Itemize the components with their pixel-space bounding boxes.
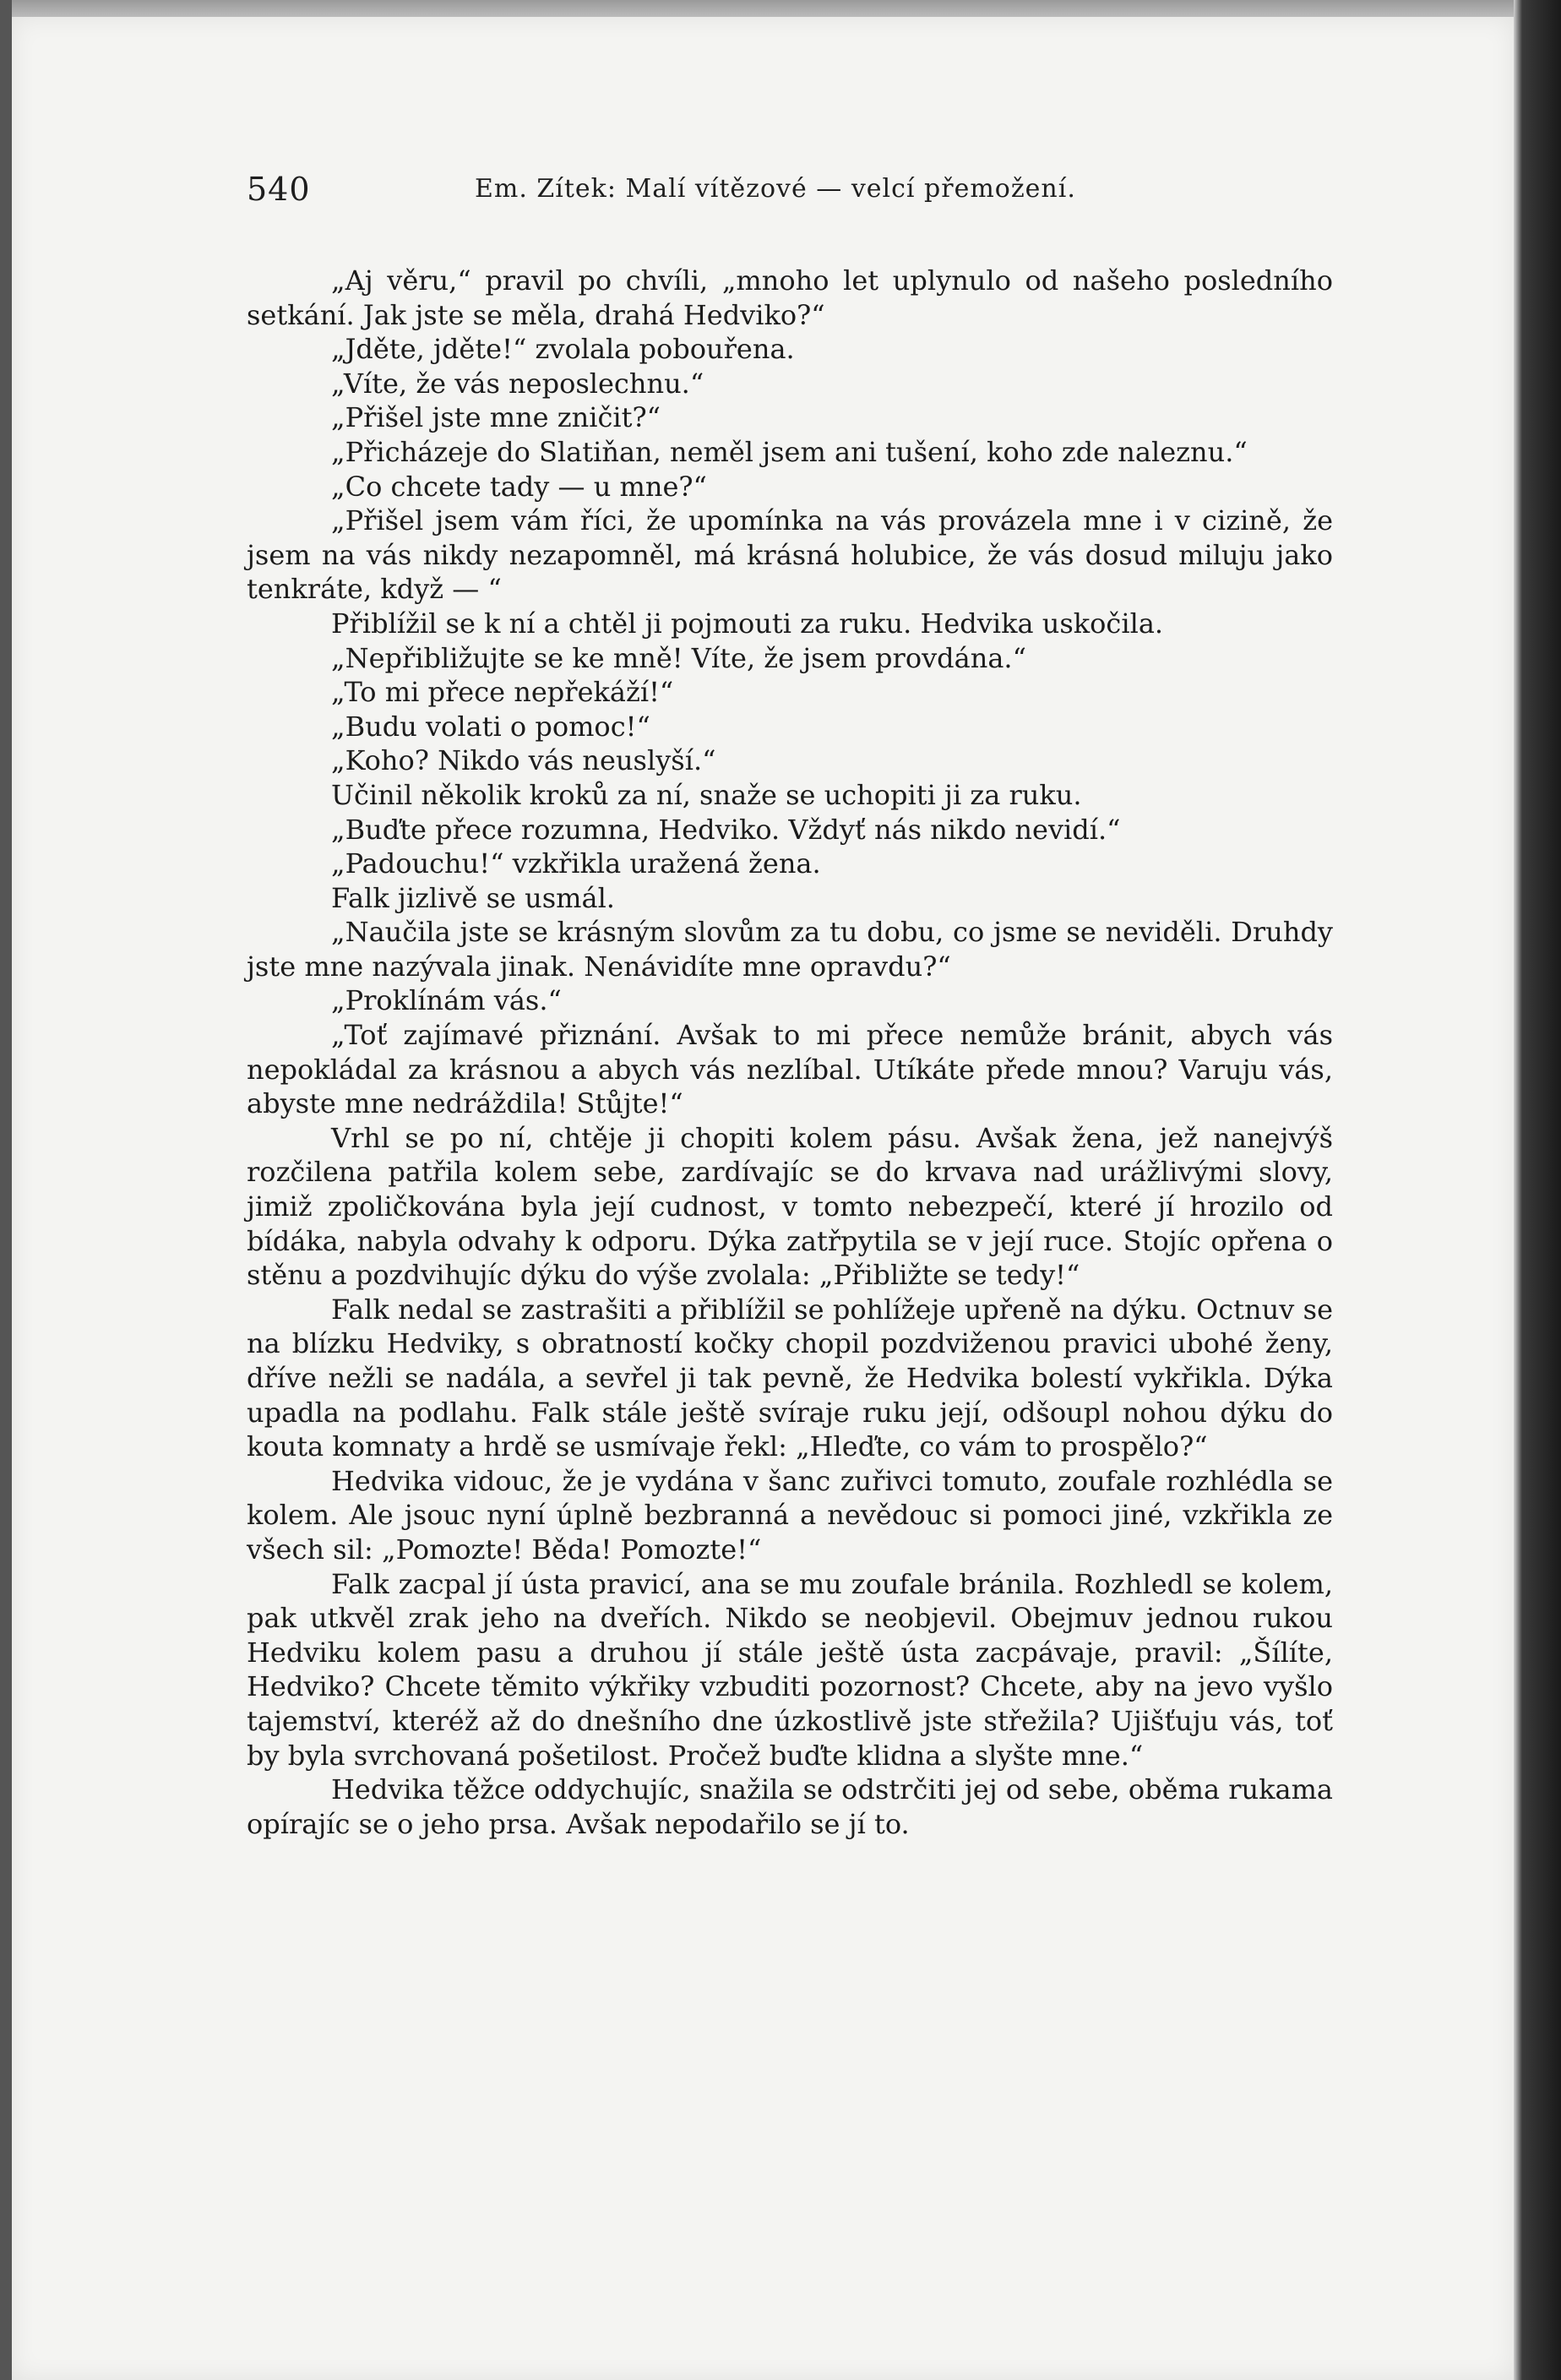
- scan-edge-right: [1514, 0, 1561, 2380]
- paragraph: „Přišel jste mne zničit?“: [331, 401, 661, 434]
- paragraph: Hedvika těžce oddychujíc, snažila se odstrčiti jej od sebe, oběma rukama opírajíc se o jeho prsa. Avšak nepodařilo se jí to.: [247, 1773, 1333, 1840]
- scan-edge-left: [0, 0, 12, 2380]
- page-number: 540: [247, 171, 311, 208]
- paragraph: Falk nedal se zastrašiti a přiblížil se pohlížeje upřeně na dýku. Octnuv se na blízku Hedviky, s obratností kočky chopil pozdviženou pravici ubohé ženy, dříve nežli se nadála, a sevřel ji tak pevně, že Hedvika bolestí vykřikla. Dýka upadla na podlahu. Falk stále ještě svíraje ruku její, odšoupl nohou dýku do kouta komnaty a hrdě se usmívaje řekl: „Hleďte, co vám to prospělo?“: [247, 1293, 1333, 1463]
- page-header: [247, 171, 1333, 218]
- paragraph: Vrhl se po ní, chtěje ji chopiti kolem pásu. Avšak žena, jež nanejvýš rozčilena patřila kolem sebe, zardívajíc se do krvava nad urážlivými slovy, jimiž zpoličkována byla její cudnost, v tomto nebezpečí, které jí hrozilo od bídáka, nabyla odvahy k odporu. Dýka zatřpytila se v její ruce. Stojíc opřena o stěnu a pozdvihujíc dýku do výše zvolala: „Přibližte se tedy!“: [247, 1121, 1333, 1292]
- paragraph: „To mi přece nepřekáží!“: [331, 676, 674, 709]
- paragraph: „Naučila jste se krásným slovům za tu dobu, co jsme se neviděli. Druhdy jste mne nazývala jinak. Nenávidíte mne opravdu?“: [247, 916, 1333, 983]
- paragraph: „Buďte přece rozumna, Hedviko. Vždyť nás nikdo nevidí.“: [331, 813, 1121, 846]
- paragraph: „Co chcete tady — u mne?“: [331, 470, 707, 503]
- paragraph: „Jděte, jděte!“ zvolala pobouřena.: [331, 333, 795, 366]
- paragraph: „Přišel jsem vám říci, že upomínka na vás provázela mne i v cizině, že jsem na vás nikdy nezapomněl, má krásná holubice, že vás dosud miluju jako tenkráte, když — “: [247, 504, 1333, 606]
- paragraph: „Toť zajímavé přiznání. Avšak to mi přece nemůže bránit, abych vás nepokládal za krásnou a abych vás nezlíbal. Utíkáte přede mnou? Varuju vás, abyste mne nedráždila! Stůjte!“: [247, 1019, 1333, 1120]
- paragraph: Falk jizlivě se usmál.: [331, 881, 615, 914]
- paragraph: Hedvika vidouc, že je vydána v šanc zuřivci tomuto, zoufale rozhlédla se kolem. Ale jsouc nyní úplně bezbranná a nevědouc si pomoci jiné, vzkřikla ze všech sil: „Pomozte! Běda! Pomozte!“: [247, 1464, 1333, 1566]
- paragraph: Přiblížil se k ní a chtěl ji pojmouti za ruku. Hedvika uskočila.: [331, 607, 1164, 640]
- paragraph: „Aj věru,“ pravil po chvíli, „mnoho let uplynulo od našeho posledního setkání. Jak jste se měla, drahá Hedviko?“: [247, 264, 1333, 331]
- paragraph: „Proklínám vás.“: [331, 984, 562, 1017]
- paragraph: Falk zacpal jí ústa pravicí, ana se mu zoufale bránila. Rozhledl se kolem, pak utkvěl zrak jeho na dveřích. Nikdo se neobjevil. Obejmuv jednou rukou Hedviku kolem pasu a druhou jí stále ještě ústa zacpávaje, pravil: „Šílíte, Hedviko? Chcete těmito výkřiky vzbuditi pozornost? Chcete, aby na jevo vyšlo tajemství, kteréž až do dnešního dne úzkostlivě jste střežila? Ujišťuju vás, toť by byla svrchovaná pošetilost. Pročež buďte klidna a slyšte mne.“: [247, 1567, 1333, 1772]
- paragraph: „Budu volati o pomoc!“: [331, 710, 650, 743]
- running-head: Em. Zítek: Malí vítězové — velcí přemožení.: [475, 174, 1076, 204]
- paragraph: Učinil několik kroků za ní, snaže se uchopiti ji za ruku.: [331, 778, 1082, 811]
- paragraph: „Přicházeje do Slatiňan, neměl jsem ani tušení, koho zde naleznu.“: [331, 435, 1248, 468]
- paragraph: „Padouchu!“ vzkřikla uražená žena.: [331, 847, 821, 880]
- paragraph: „Koho? Nikdo vás neuslyší.“: [331, 744, 716, 777]
- paragraph: „Nepřibližujte se ke mně! Víte, že jsem provdána.“: [331, 641, 1026, 674]
- paragraph: „Víte, že vás neposlechnu.“: [331, 367, 704, 400]
- body-text: [247, 264, 1333, 1841]
